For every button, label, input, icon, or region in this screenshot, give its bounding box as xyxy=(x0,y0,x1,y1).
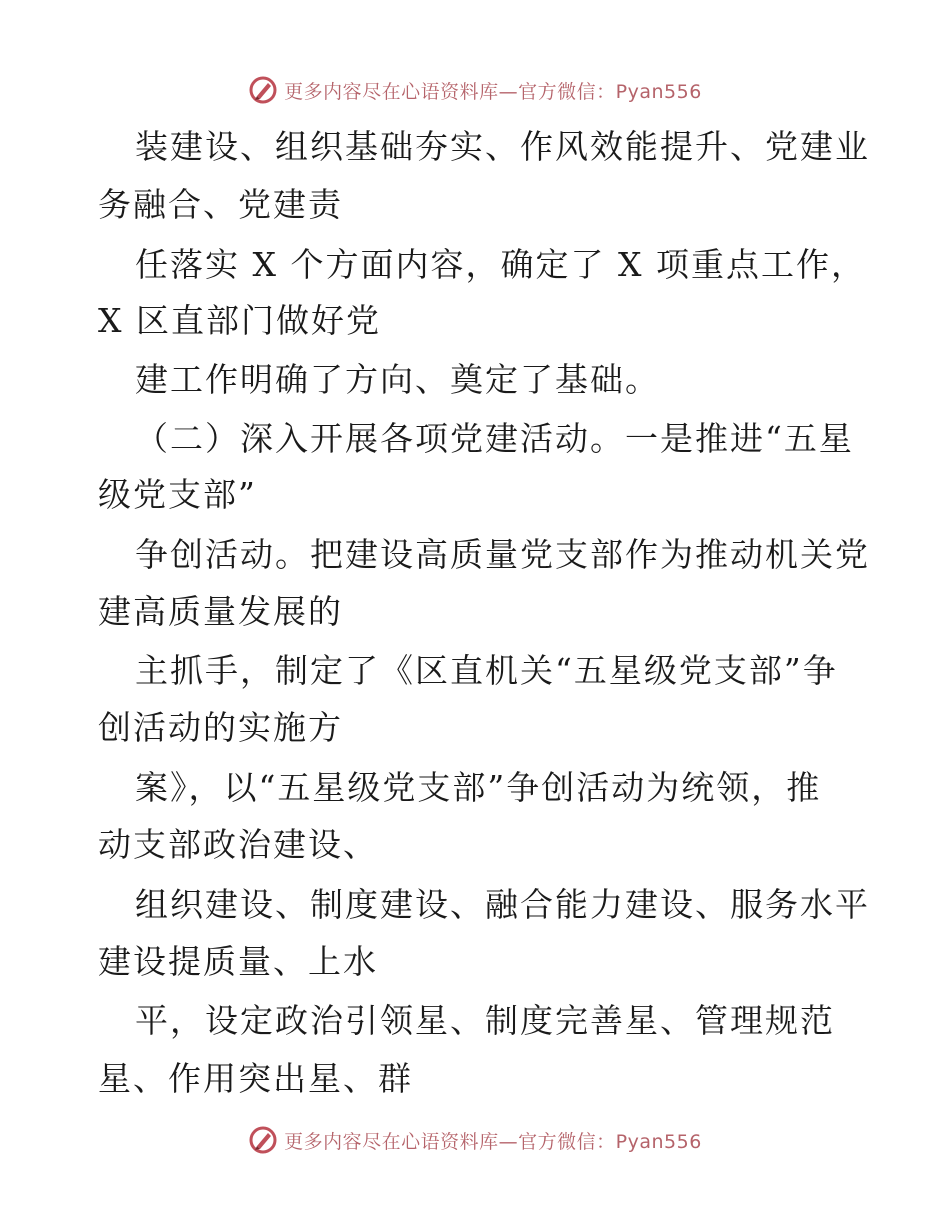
body-line: （二）深入开展各项党建活动。一是推进“五星 xyxy=(135,419,854,458)
body-line: 务融合、党建责 xyxy=(98,185,343,224)
body-line: 争创活动。把建设高质量党支部作为推动机关党 xyxy=(135,535,870,574)
body-line: 主抓手，制定了《区直机关“五星级党支部”争 xyxy=(135,651,838,690)
watermark-text: 更多内容尽在心语资料库—官方微信：Pyan556 xyxy=(284,1130,702,1153)
pen-logo-icon xyxy=(248,1125,278,1155)
body-line: 级党支部” xyxy=(98,475,257,514)
watermark-text: 更多内容尽在心语资料库—官方微信：Pyan556 xyxy=(284,80,702,103)
footer-watermark xyxy=(0,1120,950,1160)
header-watermark xyxy=(0,70,950,110)
body-line: 建高质量发展的 xyxy=(98,592,343,631)
body-line: 建工作明确了方向、奠定了基础。 xyxy=(135,360,660,399)
body-line: 任落实 X 个方面内容，确定了 X 项重点工作， xyxy=(135,245,866,284)
body-line: 建设提质量、上水 xyxy=(98,942,378,981)
pen-logo-icon xyxy=(248,75,278,105)
body-line: 装建设、组织基础夯实、作风效能提升、党建业 xyxy=(135,127,870,166)
body-line: X 区直部门做好党 xyxy=(98,301,381,340)
body-line: 创活动的实施方 xyxy=(98,708,343,747)
body-line: 案》，以“五星级党支部”争创活动为统领，推 xyxy=(135,768,822,807)
body-line: 组织建设、制度建设、融合能力建设、服务水平 xyxy=(135,885,870,924)
body-line: 平，设定政治引领星、制度完善星、管理规范 xyxy=(135,1001,835,1040)
body-line: 动支部政治建设、 xyxy=(98,825,378,864)
body-line: 星、作用突出星、群 xyxy=(98,1059,413,1098)
